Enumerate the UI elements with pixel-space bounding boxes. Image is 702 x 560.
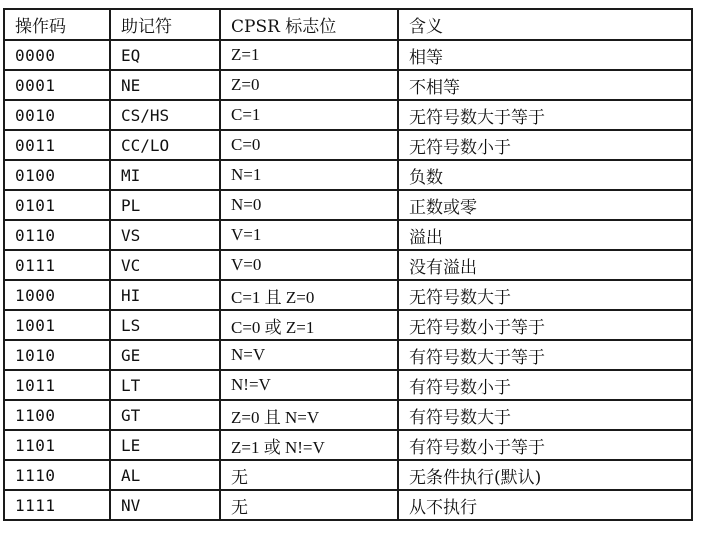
mnemonic-cell: VS: [110, 220, 220, 250]
table-row: [4, 100, 692, 130]
meaning-cell: 无符号数小于等于: [398, 310, 692, 340]
condition-code-table-container: [3, 8, 691, 548]
table-row: [4, 160, 692, 190]
opcode-cell: 0111: [4, 250, 110, 280]
mnemonic-cell: LT: [110, 370, 220, 400]
opcode-cell: 0110: [4, 220, 110, 250]
table-row: [4, 250, 692, 280]
cpsr-flag-cell: V=0: [220, 250, 398, 280]
meaning-cell: 相等: [398, 40, 692, 70]
header-mnemonic: 助记符: [110, 9, 220, 40]
table-row: [4, 370, 692, 400]
cpsr-flag-cell: V=1: [220, 220, 398, 250]
mnemonic-cell: GT: [110, 400, 220, 430]
opcode-cell: 1011: [4, 370, 110, 400]
mnemonic-cell: GE: [110, 340, 220, 370]
meaning-cell: 无符号数大于: [398, 280, 692, 310]
opcode-cell: 1001: [4, 310, 110, 340]
header-row: [4, 9, 692, 40]
opcode-cell: 0000: [4, 40, 110, 70]
opcode-cell: 1111: [4, 490, 110, 520]
meaning-cell: 无符号数小于: [398, 130, 692, 160]
cpsr-flag-cell: C=1 且 Z=0: [220, 280, 398, 310]
cpsr-flag-cell: Z=0: [220, 70, 398, 100]
cpsr-flag-cell: C=0 或 Z=1: [220, 310, 398, 340]
meaning-cell: 有符号数小于等于: [398, 430, 692, 460]
table-row: [4, 340, 692, 370]
opcode-cell: 0100: [4, 160, 110, 190]
mnemonic-cell: VC: [110, 250, 220, 280]
cpsr-flag-cell: Z=0 且 N=V: [220, 400, 398, 430]
cpsr-flag-cell: C=0: [220, 130, 398, 160]
opcode-cell: 1010: [4, 340, 110, 370]
table-header: [4, 9, 692, 40]
mnemonic-cell: AL: [110, 460, 220, 490]
cpsr-flag-cell: N=V: [220, 340, 398, 370]
opcode-cell: 0101: [4, 190, 110, 220]
table-row: [4, 310, 692, 340]
table-row: [4, 430, 692, 460]
meaning-cell: 有符号数小于: [398, 370, 692, 400]
table-row: [4, 490, 692, 520]
mnemonic-cell: CS/HS: [110, 100, 220, 130]
opcode-cell: 1101: [4, 430, 110, 460]
mnemonic-cell: PL: [110, 190, 220, 220]
mnemonic-cell: LS: [110, 310, 220, 340]
mnemonic-cell: EQ: [110, 40, 220, 70]
mnemonic-cell: NE: [110, 70, 220, 100]
meaning-cell: 负数: [398, 160, 692, 190]
opcode-cell: 0001: [4, 70, 110, 100]
table-row: [4, 400, 692, 430]
meaning-cell: 无符号数大于等于: [398, 100, 692, 130]
opcode-cell: 1110: [4, 460, 110, 490]
meaning-cell: 没有溢出: [398, 250, 692, 280]
mnemonic-cell: MI: [110, 160, 220, 190]
mnemonic-cell: CC/LO: [110, 130, 220, 160]
opcode-cell: 0011: [4, 130, 110, 160]
meaning-cell: 正数或零: [398, 190, 692, 220]
cpsr-flag-cell: 无: [220, 460, 398, 490]
mnemonic-cell: HI: [110, 280, 220, 310]
opcode-cell: 0010: [4, 100, 110, 130]
meaning-cell: 有符号数大于: [398, 400, 692, 430]
opcode-cell: 1000: [4, 280, 110, 310]
cpsr-flag-cell: 无: [220, 490, 398, 520]
table-body: [4, 40, 692, 520]
mnemonic-cell: LE: [110, 430, 220, 460]
meaning-cell: 无条件执行(默认): [398, 460, 692, 490]
opcode-cell: 1100: [4, 400, 110, 430]
cpsr-flag-cell: C=1: [220, 100, 398, 130]
cpsr-flag-cell: N=0: [220, 190, 398, 220]
table-row: [4, 190, 692, 220]
meaning-cell: 从不执行: [398, 490, 692, 520]
meaning-cell: 溢出: [398, 220, 692, 250]
cpsr-flag-cell: N=1: [220, 160, 398, 190]
cpsr-flag-cell: Z=1: [220, 40, 398, 70]
cpsr-flag-cell: Z=1 或 N!=V: [220, 430, 398, 460]
meaning-cell: 不相等: [398, 70, 692, 100]
mnemonic-cell: NV: [110, 490, 220, 520]
table-row: [4, 220, 692, 250]
header-cpsr-flags: CPSR 标志位: [220, 9, 398, 40]
table-row: [4, 460, 692, 490]
table-row: [4, 40, 692, 70]
cpsr-flag-cell: N!=V: [220, 370, 398, 400]
table-row: [4, 130, 692, 160]
header-opcode: 操作码: [4, 9, 110, 40]
header-meaning: 含义: [398, 9, 692, 40]
meaning-cell: 有符号数大于等于: [398, 340, 692, 370]
condition-code-table: [3, 8, 693, 521]
table-row: [4, 280, 692, 310]
table-row: [4, 70, 692, 100]
